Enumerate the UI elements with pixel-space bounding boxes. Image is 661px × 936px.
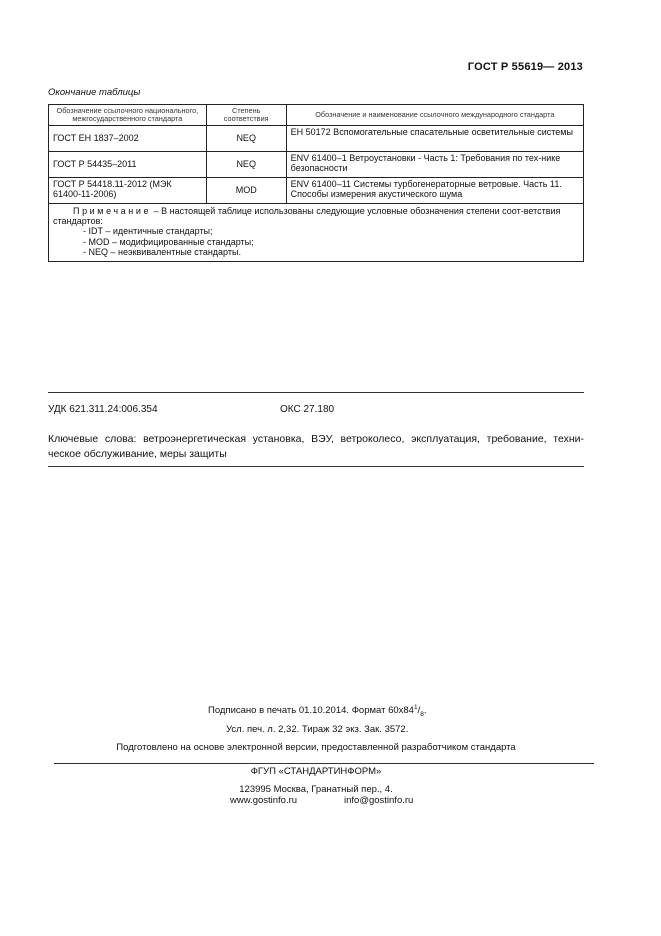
table-row <box>49 125 584 151</box>
national-standard-cell: ГОСТ ЕН 1837–2002 <box>49 125 207 151</box>
national-standard-cell: ГОСТ Р 54435–2011 <box>49 151 207 177</box>
publisher-website[interactable]: www.gostinfo.ru <box>230 795 298 806</box>
degree-cell: NEQ <box>206 151 286 177</box>
publisher-org: ФГУП «СТАНДАРТИНФОРМ» <box>250 766 382 777</box>
publisher-address: 123995 Москва, Гранатный пер., 4. <box>239 784 393 795</box>
references-table <box>48 104 584 262</box>
oks-code: ОКС 27.180 <box>280 404 335 415</box>
table-note <box>49 203 584 261</box>
table-row <box>49 151 584 177</box>
table-note-row <box>49 203 584 261</box>
keywords: Ключевые слова: ветроэнергетическая установка, ВЭУ, ветроколесо, эксплуатация, требование, техни-ческое обслуживание, меры защиты <box>48 433 584 461</box>
table-row <box>49 177 584 203</box>
signed-for-print: Подписано в печать 01.10.2014. Формат $60x84^1/_8$. <box>208 704 427 719</box>
divider-publisher <box>54 763 594 764</box>
format-sup: 1 <box>413 704 418 711</box>
header-international-standard: Обозначение и наименование ссылочного международного стандарта <box>286 105 583 126</box>
note-text: – В настоящей таблице использованы следующие условные обозначения степени соот-ветствия стандартов: <box>53 205 561 227</box>
header-degree: Степень соответствия <box>206 105 286 126</box>
international-standard-cell: ENV 61400–11 Системы турбогенераторные ветровые. Часть 11. Способы измерения акустического шума <box>286 177 583 203</box>
udk-code: УДК 621.311.24:006.354 <box>48 404 158 415</box>
degree-cell: MOD <box>206 177 286 203</box>
international-standard-cell: ЕН 50172 Вспомогательные спасательные осветительные системы <box>286 125 583 151</box>
standard-header: ГОСТ Р 55619— 2013 <box>467 61 583 73</box>
table-caption: Окончание таблицы <box>48 87 141 98</box>
degree-cell: NEQ <box>206 125 286 151</box>
international-standard-cell: ENV 61400–1 Ветроустановки - Часть 1: Требования по тех-нике безопасности <box>286 151 583 177</box>
signed-text: Подписано в печать 01.10.2014. Формат 60x84 <box>208 705 414 717</box>
note-item: - MOD – модифицированные стандарты; <box>83 236 254 247</box>
table-header-row <box>49 105 584 126</box>
note-item: - IDT – идентичные стандарты; <box>83 226 213 237</box>
note-item: - NEQ – неэквивалентные стандарты. <box>83 247 241 258</box>
note-label: Примечание <box>73 205 152 216</box>
format-sub: 8 <box>420 711 424 719</box>
header-national-standard: Обозначение ссылочного национального, межгосударственного стандарта <box>49 105 207 126</box>
print-info: Усл. печ. л. 2,32. Тираж 32 экз. Зак. 3572. <box>226 724 409 735</box>
prepared-note: Подготовлено на основе электронной версии, предоставленной разработчиком стандарта <box>116 742 516 753</box>
publisher-email[interactable]: info@gostinfo.ru <box>344 795 414 806</box>
divider-top <box>48 392 584 393</box>
national-standard-cell: ГОСТ Р 54418.11-2012 (МЭК 61400-11-2006) <box>49 177 207 203</box>
divider-bottom <box>48 466 584 467</box>
